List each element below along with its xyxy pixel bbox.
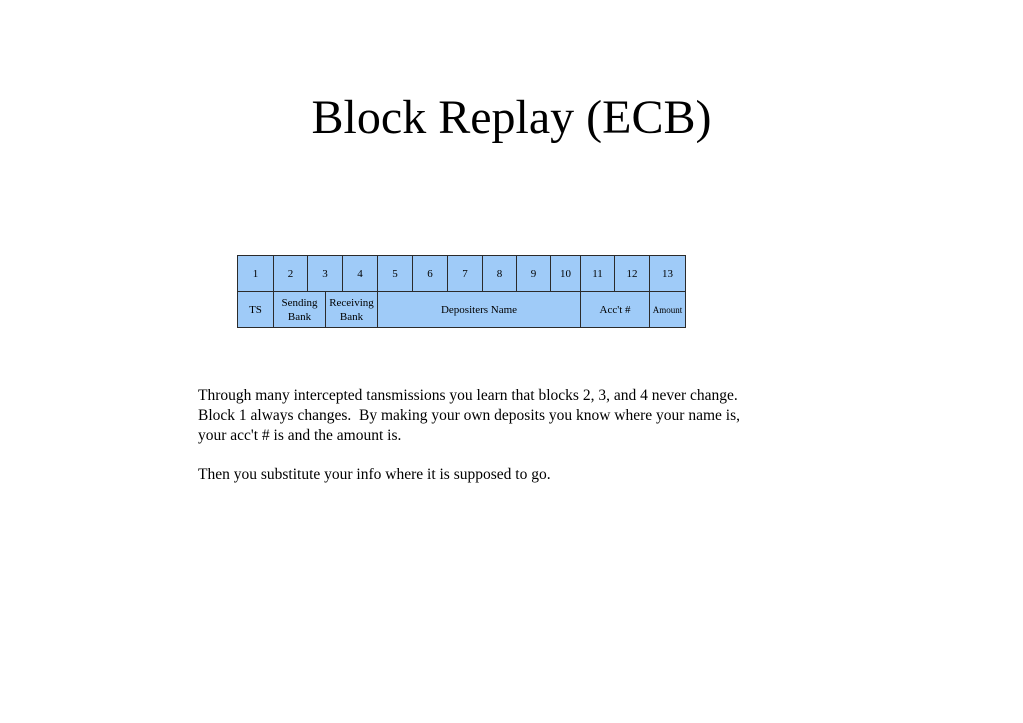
field-receiving-bank [325,291,378,328]
text-line: Through many intercepted tansmissions you learn that blocks 2, 3, and 4 never change. [198,387,738,404]
block-2: 2 [273,255,308,292]
block-6: 6 [412,255,448,292]
field-label-line: Amount [652,304,683,315]
field-label-line: TS [249,303,262,316]
field-sending-bank [273,291,326,328]
field-acc-t [580,291,650,328]
block-10: 10 [550,255,581,292]
field-label-line: Acc't # [599,303,631,316]
text-line: your acc't # is and the amount is. [198,427,402,444]
field-depositers-name [377,291,581,328]
field-label-line: Bank [339,310,364,323]
block-3: 3 [307,255,343,292]
block-4: 4 [342,255,378,292]
paragraph-1 [198,386,838,446]
field-label-line: Bank [287,310,312,323]
block-9: 9 [516,255,551,292]
field-amount [649,291,686,328]
block-12: 12 [614,255,650,292]
block-8: 8 [482,255,517,292]
slide-title: Block Replay (ECB) [311,91,712,144]
block-1: 1 [237,255,274,292]
block-5: 5 [377,255,413,292]
block-7: 7 [447,255,483,292]
text-line: Then you substitute your info where it is supposed to go. [198,466,551,483]
paragraph-2 [198,465,838,485]
field-label-line: Sending [281,296,318,309]
explanation-text [198,386,838,504]
block-11: 11 [580,255,615,292]
field-label-line: Receiving [329,296,374,309]
text-line: Block 1 always changes. By making your own deposits you know where your name is, [198,407,740,424]
field-ts [237,291,274,328]
block-13: 13 [649,255,686,292]
field-label-line: Depositers Name [440,303,518,316]
